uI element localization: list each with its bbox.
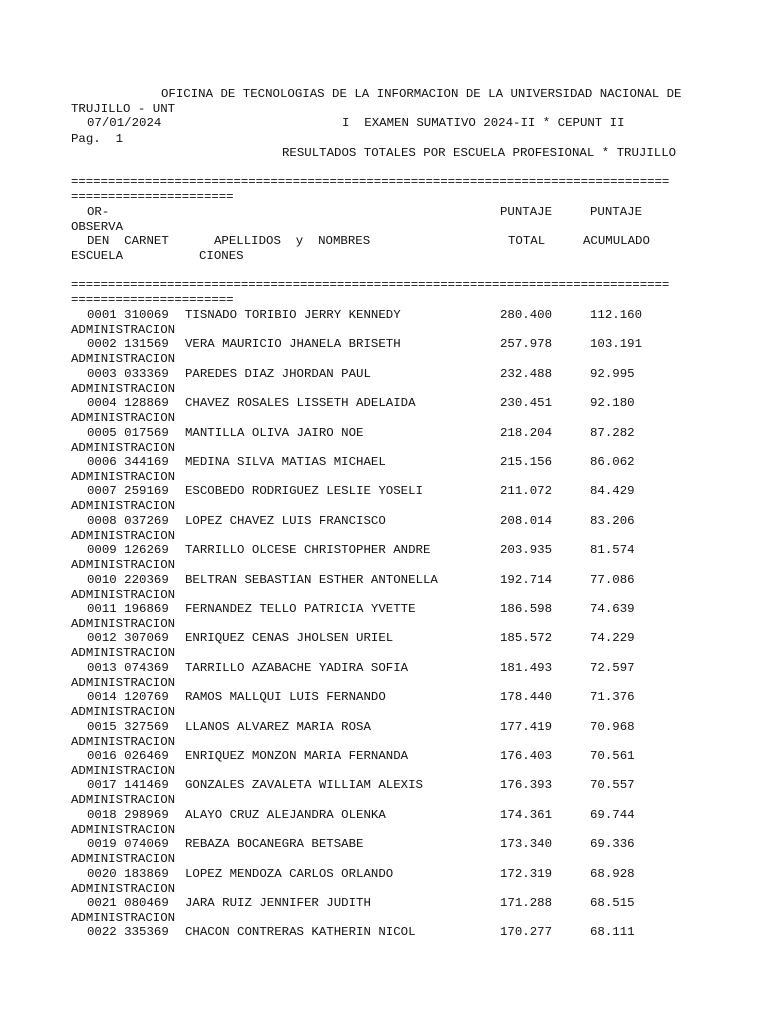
page-number: Pag. 1 (71, 132, 124, 146)
row-acumulado: 92.995 (590, 367, 635, 381)
table-row (0, 484, 768, 498)
table-row (0, 514, 768, 528)
row-code: 0005 017569 (87, 426, 169, 440)
row-escuela: ADMINISTRACION (71, 470, 176, 484)
row-code: 0004 128869 (87, 396, 169, 410)
col-header-acumulado: ACUMULADO (583, 234, 650, 248)
row-code: 0012 307069 (87, 631, 169, 645)
table-row (0, 925, 768, 939)
row-acumulado: 74.639 (590, 602, 635, 616)
row-acumulado: 68.928 (590, 867, 635, 881)
row-total: 257.978 (500, 337, 553, 351)
row-escuela: ADMINISTRACION (71, 499, 176, 513)
row-escuela: ADMINISTRACION (71, 705, 176, 719)
row-name: GONZALES ZAVALETA WILLIAM ALEXIS (185, 778, 423, 792)
row-acumulado: 87.282 (590, 426, 635, 440)
row-code: 0007 259169 (87, 484, 169, 498)
row-acumulado: 86.062 (590, 455, 635, 469)
row-code: 0009 126269 (87, 543, 169, 557)
row-code: 0020 183869 (87, 867, 169, 881)
col-header-observa: OBSERVA (71, 220, 124, 234)
row-acumulado: 77.086 (590, 573, 635, 587)
row-total: 174.361 (500, 808, 553, 822)
row-name: ESCOBEDO RODRIGUEZ LESLIE YOSELI (185, 484, 423, 498)
row-code: 0016 026469 (87, 749, 169, 763)
table-row (0, 661, 768, 675)
table-row (0, 720, 768, 734)
row-acumulado: 69.336 (590, 837, 635, 851)
row-code: 0022 335369 (87, 925, 169, 939)
table-row (0, 573, 768, 587)
table-row (0, 602, 768, 616)
row-total: 173.340 (500, 837, 553, 851)
row-name: MEDINA SILVA MATIAS MICHAEL (185, 455, 386, 469)
row-name: LLANOS ALVAREZ MARIA ROSA (185, 720, 371, 734)
header-title-line1: OFICINA DE TECNOLOGIAS DE LA INFORMACION DE LA UNIVERSIDAD NACIONAL DE (161, 87, 682, 101)
row-name: LOPEZ CHAVEZ LUIS FRANCISCO (185, 514, 386, 528)
row-escuela: ADMINISTRACION (71, 529, 176, 543)
row-escuela: ADMINISTRACION (71, 735, 176, 749)
row-escuela: ADMINISTRACION (71, 588, 176, 602)
row-total: 218.204 (500, 426, 553, 440)
table-row (0, 690, 768, 704)
row-acumulado: 83.206 (590, 514, 635, 528)
row-name: PAREDES DIAZ JHORDAN PAUL (185, 367, 371, 381)
row-escuela: ADMINISTRACION (71, 323, 176, 337)
row-total: 215.156 (500, 455, 553, 469)
row-acumulado: 68.515 (590, 896, 635, 910)
row-code: 0018 298969 (87, 808, 169, 822)
row-total: 280.400 (500, 308, 553, 322)
table-row (0, 896, 768, 910)
row-acumulado: 74.229 (590, 631, 635, 645)
row-escuela: ADMINISTRACION (71, 882, 176, 896)
table-row (0, 455, 768, 469)
table-row (0, 337, 768, 351)
row-acumulado: 103.191 (590, 337, 643, 351)
row-name: RAMOS MALLQUI LUIS FERNANDO (185, 690, 386, 704)
table-row (0, 543, 768, 557)
row-total: 192.714 (500, 573, 553, 587)
row-code: 0013 074369 (87, 661, 169, 675)
col-header-den-carnet: DEN CARNET (87, 234, 169, 248)
table-row (0, 749, 768, 763)
row-code: 0008 037269 (87, 514, 169, 528)
row-code: 0006 344169 (87, 455, 169, 469)
row-escuela: ADMINISTRACION (71, 852, 176, 866)
row-escuela: ADMINISTRACION (71, 352, 176, 366)
row-acumulado: 72.597 (590, 661, 635, 675)
row-total: 203.935 (500, 543, 553, 557)
row-escuela: ADMINISTRACION (71, 382, 176, 396)
row-name: LOPEZ MENDOZA CARLOS ORLANDO (185, 867, 394, 881)
row-total: 176.403 (500, 749, 553, 763)
table-row (0, 396, 768, 410)
row-name: FERNANDEZ TELLO PATRICIA YVETTE (185, 602, 416, 616)
row-acumulado: 68.111 (590, 925, 635, 939)
row-total: 208.014 (500, 514, 553, 528)
row-escuela: ADMINISTRACION (71, 441, 176, 455)
table-row (0, 867, 768, 881)
row-name: JARA RUIZ JENNIFER JUDITH (185, 896, 371, 910)
row-name: REBAZA BOCANEGRA BETSABE (185, 837, 364, 851)
row-acumulado: 70.557 (590, 778, 635, 792)
separator-line: ================================================================================= (71, 278, 670, 292)
row-name: CHACON CONTRERAS KATHERIN NICOL (185, 925, 416, 939)
row-code: 0014 120769 (87, 690, 169, 704)
row-acumulado: 71.376 (590, 690, 635, 704)
row-total: 171.288 (500, 896, 553, 910)
row-code: 0019 074069 (87, 837, 169, 851)
row-acumulado: 112.160 (590, 308, 643, 322)
row-code: 0001 310069 (87, 308, 169, 322)
col-header-total: TOTAL (508, 234, 546, 248)
row-acumulado: 70.561 (590, 749, 635, 763)
row-total: 178.440 (500, 690, 553, 704)
table-row (0, 808, 768, 822)
separator-line-wrap: ====================== (71, 190, 234, 204)
col-header-puntaje-acumulado: PUNTAJE (590, 205, 643, 219)
header-title-line2: TRUJILLO - UNT (71, 102, 176, 116)
row-code: 0021 080469 (87, 896, 169, 910)
row-escuela: ADMINISTRACION (71, 676, 176, 690)
row-name: ALAYO CRUZ ALEJANDRA OLENKA (185, 808, 386, 822)
row-acumulado: 81.574 (590, 543, 635, 557)
separator-line-wrap: ====================== (71, 293, 234, 307)
report-subtitle: RESULTADOS TOTALES POR ESCUELA PROFESIONAL * TRUJILLO (282, 146, 677, 160)
row-escuela: ADMINISTRACION (71, 646, 176, 660)
row-escuela: ADMINISTRACION (71, 764, 176, 778)
row-total: 185.572 (500, 631, 553, 645)
table-row (0, 778, 768, 792)
col-header-puntaje-total: PUNTAJE (500, 205, 553, 219)
report-date: 07/01/2024 (87, 116, 162, 130)
row-code: 0017 141469 (87, 778, 169, 792)
table-row (0, 426, 768, 440)
col-header-orden: OR- (87, 205, 110, 219)
col-header-apellidos: APELLIDOS y NOMBRES (214, 234, 371, 248)
row-total: 230.451 (500, 396, 553, 410)
table-row (0, 837, 768, 851)
row-name: BELTRAN SEBASTIAN ESTHER ANTONELLA (185, 573, 438, 587)
row-name: VERA MAURICIO JHANELA BRISETH (185, 337, 401, 351)
exam-title: I EXAMEN SUMATIVO 2024-II * CEPUNT II (342, 116, 625, 130)
row-code: 0011 196869 (87, 602, 169, 616)
row-total: 181.493 (500, 661, 553, 675)
row-total: 186.598 (500, 602, 553, 616)
row-code: 0003 033369 (87, 367, 169, 381)
row-escuela: ADMINISTRACION (71, 617, 176, 631)
row-acumulado: 92.180 (590, 396, 635, 410)
row-escuela: ADMINISTRACION (71, 558, 176, 572)
row-total: 177.419 (500, 720, 553, 734)
row-escuela: ADMINISTRACION (71, 411, 176, 425)
row-code: 0010 220369 (87, 573, 169, 587)
table-row (0, 631, 768, 645)
table-row (0, 308, 768, 322)
row-name: ENRIQUEZ MONZON MARIA FERNANDA (185, 749, 409, 763)
row-acumulado: 69.744 (590, 808, 635, 822)
row-escuela: ADMINISTRACION (71, 911, 176, 925)
row-escuela: ADMINISTRACION (71, 793, 176, 807)
row-total: 176.393 (500, 778, 553, 792)
table-row (0, 367, 768, 381)
row-total: 211.072 (500, 484, 553, 498)
row-acumulado: 70.968 (590, 720, 635, 734)
row-escuela: ADMINISTRACION (71, 823, 176, 837)
separator-line: ================================================================================= (71, 175, 670, 189)
col-header-escuela: ESCUELA (71, 249, 124, 263)
row-name: CHAVEZ ROSALES LISSETH ADELAIDA (185, 396, 416, 410)
row-code: 0015 327569 (87, 720, 169, 734)
row-name: MANTILLA OLIVA JAIRO NOE (185, 426, 364, 440)
col-header-ciones: CIONES (199, 249, 244, 263)
row-total: 170.277 (500, 925, 553, 939)
row-total: 232.488 (500, 367, 553, 381)
row-code: 0002 131569 (87, 337, 169, 351)
row-name: ENRIQUEZ CENAS JHOLSEN URIEL (185, 631, 394, 645)
row-name: TISNADO TORIBIO JERRY KENNEDY (185, 308, 401, 322)
row-total: 172.319 (500, 867, 553, 881)
row-acumulado: 84.429 (590, 484, 635, 498)
row-name: TARRILLO AZABACHE YADIRA SOFIA (185, 661, 409, 675)
row-name: TARRILLO OLCESE CHRISTOPHER ANDRE (185, 543, 431, 557)
